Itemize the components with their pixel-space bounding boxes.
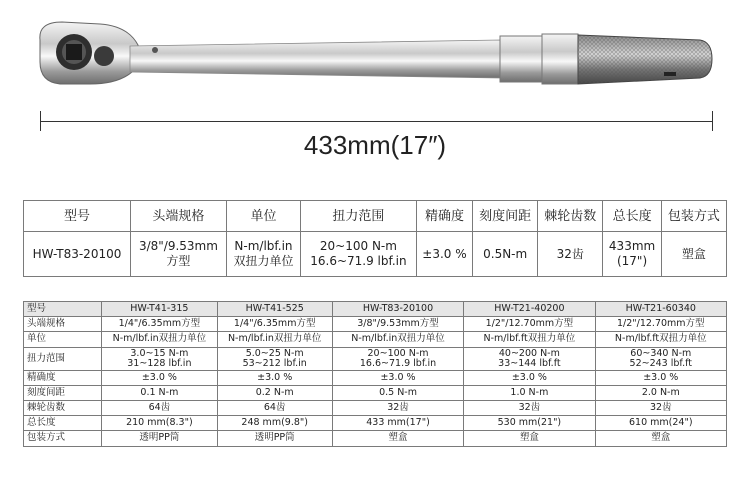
compare-cell-text: 3/8"/9.53mm方型: [357, 318, 439, 330]
compare-cell: [332, 431, 463, 446]
torque-wrench-image: [0, 0, 750, 110]
compare-row-label: 扭力范围: [24, 347, 102, 370]
dimension-label: 433mm(17″): [303, 130, 447, 160]
compare-cell-text: 433 mm(17"): [366, 417, 430, 429]
compare-cell-text: 20~100 N-m: [367, 347, 429, 359]
spec-header: 头端规格: [131, 201, 227, 232]
compare-cell: [464, 385, 595, 400]
spec-cell-package: 塑盒: [661, 232, 726, 277]
compare-cell-text: 530 mm(21"): [497, 417, 562, 429]
compare-cell-text: HW-T21-40200: [494, 303, 565, 315]
compare-cell: [464, 370, 595, 385]
spec-header-row: [24, 201, 727, 232]
compare-cell: [102, 400, 217, 415]
spec-header: 扭力范围: [301, 201, 417, 232]
compare-cell: [464, 332, 595, 347]
compare-cell: [217, 347, 332, 370]
compare-cell-text: 64齿: [263, 402, 286, 414]
compare-cell: [595, 370, 726, 385]
compare-row: [24, 416, 727, 431]
compare-cell: [102, 431, 217, 446]
compare-cell-text: ±3.0 %: [643, 371, 679, 383]
compare-cell-text: N-m/lbf.ft双扭力单位: [483, 333, 576, 345]
compare-cell: [102, 302, 217, 317]
compare-cell: [102, 332, 217, 347]
compare-cell-text: 3.0~15 N-m: [130, 347, 189, 359]
compare-cell: [102, 347, 217, 370]
spec-value-row: [24, 232, 727, 277]
compare-cell: [217, 317, 332, 332]
compare-cell-text: 1/4"/6.35mm方型: [118, 318, 201, 330]
compare-cell-text: HW-T41-315: [130, 303, 189, 315]
compare-cell-text: 610 mm(24"): [629, 417, 693, 429]
compare-cell-text: 248 mm(9.8"): [241, 417, 308, 429]
compare-cell: [217, 370, 332, 385]
spec-table: [23, 200, 727, 277]
compare-cell: [332, 385, 463, 400]
compare-cell: [102, 416, 217, 431]
dimension-tick-right: [712, 111, 713, 131]
compare-cell-text: 透明PP筒: [254, 432, 295, 444]
compare-cell-text: 塑盒: [388, 432, 408, 444]
compare-cell: [332, 347, 463, 370]
compare-cell-text: ±3.0 %: [380, 371, 416, 383]
compare-cell-text: 32齿: [387, 402, 409, 414]
compare-cell-text: ±3.0 %: [141, 371, 177, 383]
compare-cell: [464, 317, 595, 332]
compare-cell-text: 33~144 lbf.ft: [498, 357, 561, 369]
compare-cell: [595, 302, 726, 317]
compare-cell: [595, 431, 726, 446]
compare-row-label: 单位: [24, 332, 102, 347]
compare-cell: [595, 317, 726, 332]
compare-row-label: 型号: [24, 302, 102, 317]
compare-cell-text: N-m/lbf.in双扭力单位: [227, 333, 322, 345]
compare-cell: [595, 416, 726, 431]
compare-cell-text: 40~200 N-m: [498, 347, 560, 359]
compare-cell-text: 0.5 N-m: [379, 386, 417, 398]
adjust-ring: [542, 34, 578, 84]
compare-cell-text: 32齿: [649, 402, 672, 414]
compare-cell: [217, 302, 332, 317]
compare-row: [24, 302, 727, 317]
compare-cell-text: HW-T41-525: [245, 303, 304, 315]
spec-cell-teeth: 32齿: [538, 232, 603, 277]
compare-cell-text: 31~128 lbf.in: [127, 357, 192, 369]
compare-cell-text: 60~340 N-m: [630, 347, 692, 359]
compare-row: [24, 370, 727, 385]
compare-row-label: 刻度间距: [24, 385, 102, 400]
compare-cell: [464, 347, 595, 370]
compare-cell-text: HW-T21-60340: [625, 303, 696, 315]
compare-cell: [595, 400, 726, 415]
spec-cell-model: HW-T83-20100: [24, 232, 131, 277]
compare-cell-text: ±3.0 %: [257, 371, 293, 383]
compare-row: [24, 400, 727, 415]
compare-cell: [102, 370, 217, 385]
compare-cell-text: 1/2"/12.70mm方型: [616, 318, 705, 330]
compare-cell-text: 透明PP筒: [139, 432, 180, 444]
knurled-grip: [578, 35, 712, 84]
compare-cell-text: 5.0~25 N-m: [245, 347, 304, 359]
compare-cell-text: 塑盒: [651, 432, 671, 444]
compare-cell-text: 210 mm(8.3"): [126, 417, 193, 429]
compare-cell: [464, 431, 595, 446]
spec-header: 包装方式: [661, 201, 726, 232]
compare-cell-text: 1/2"/12.70mm方型: [485, 318, 574, 330]
dimension-line: [40, 121, 712, 122]
compare-cell: [332, 416, 463, 431]
compare-cell: [332, 400, 463, 415]
compare-row-label: 棘轮齿数: [24, 400, 102, 415]
compare-cell-text: 2.0 N-m: [641, 386, 680, 398]
spec-cell-unit: N-m/lbf.in 双扭力单位: [226, 232, 300, 277]
compare-row-label: 头端规格: [24, 317, 102, 332]
wrench-head: [40, 22, 139, 84]
compare-cell-text: 64齿: [148, 402, 171, 414]
compare-cell: [332, 370, 463, 385]
compare-row: [24, 317, 727, 332]
compare-cell-text: 0.2 N-m: [255, 386, 294, 398]
compare-cell: [102, 385, 217, 400]
compare-row: [24, 332, 727, 347]
compare-table: [23, 301, 727, 447]
compare-cell: [464, 416, 595, 431]
spec-header: 单位: [226, 201, 300, 232]
compare-cell-text: 1.0 N-m: [510, 386, 549, 398]
grip-end-mark: [664, 72, 676, 76]
spec-cell-head: 3/8"/9.53mm 方型: [131, 232, 227, 277]
spec-header: 型号: [24, 201, 131, 232]
wrench-shaft: [130, 40, 500, 78]
compare-row: [24, 431, 727, 446]
compare-cell-text: 53~212 lbf.in: [242, 357, 307, 369]
compare-cell-text: ±3.0 %: [511, 371, 547, 383]
compare-cell: [464, 400, 595, 415]
compare-row-label: 包装方式: [24, 431, 102, 446]
compare-cell: [464, 302, 595, 317]
spec-header: 总长度: [603, 201, 662, 232]
spec-cell-accuracy: ±3.0 %: [416, 232, 472, 277]
spec-cell-scale: 0.5N-m: [473, 232, 538, 277]
shaft-rivet: [152, 47, 158, 53]
compare-cell: [595, 347, 726, 370]
spec-header: 精确度: [416, 201, 472, 232]
compare-row: [24, 347, 727, 370]
compare-cell: [595, 332, 726, 347]
compare-cell-text: 52~243 lbf.ft: [629, 357, 692, 369]
compare-cell: [332, 302, 463, 317]
compare-cell: [217, 431, 332, 446]
compare-cell: [217, 400, 332, 415]
compare-cell: [332, 332, 463, 347]
compare-cell: [332, 317, 463, 332]
compare-cell: [595, 385, 726, 400]
compare-row-label: 总长度: [24, 416, 102, 431]
compare-cell: [217, 332, 332, 347]
compare-cell: [217, 416, 332, 431]
compare-cell: [102, 317, 217, 332]
spec-cell-range: 20~100 N-m 16.6~71.9 lbf.in: [301, 232, 417, 277]
compare-row-label: 精确度: [24, 370, 102, 385]
spec-cell-length: 433mm (17"): [603, 232, 662, 277]
spec-header: 刻度间距: [473, 201, 538, 232]
compare-cell-text: N-m/lbf.in双扭力单位: [112, 333, 207, 345]
compare-cell-text: 16.6~71.9 lbf.in: [359, 357, 437, 369]
compare-cell: [217, 385, 332, 400]
collar: [500, 36, 542, 82]
compare-cell-text: N-m/lbf.ft双扭力单位: [614, 333, 707, 345]
compare-cell-text: N-m/lbf.in双扭力单位: [351, 333, 445, 345]
compare-cell-text: 32齿: [518, 402, 541, 414]
spec-header: 棘轮齿数: [538, 201, 603, 232]
compare-cell-text: 1/4"/6.35mm方型: [233, 318, 316, 330]
compare-cell-text: 0.1 N-m: [140, 386, 179, 398]
compare-cell-text: 塑盒: [519, 432, 539, 444]
compare-cell-text: HW-T83-20100: [362, 303, 434, 315]
compare-row: [24, 385, 727, 400]
